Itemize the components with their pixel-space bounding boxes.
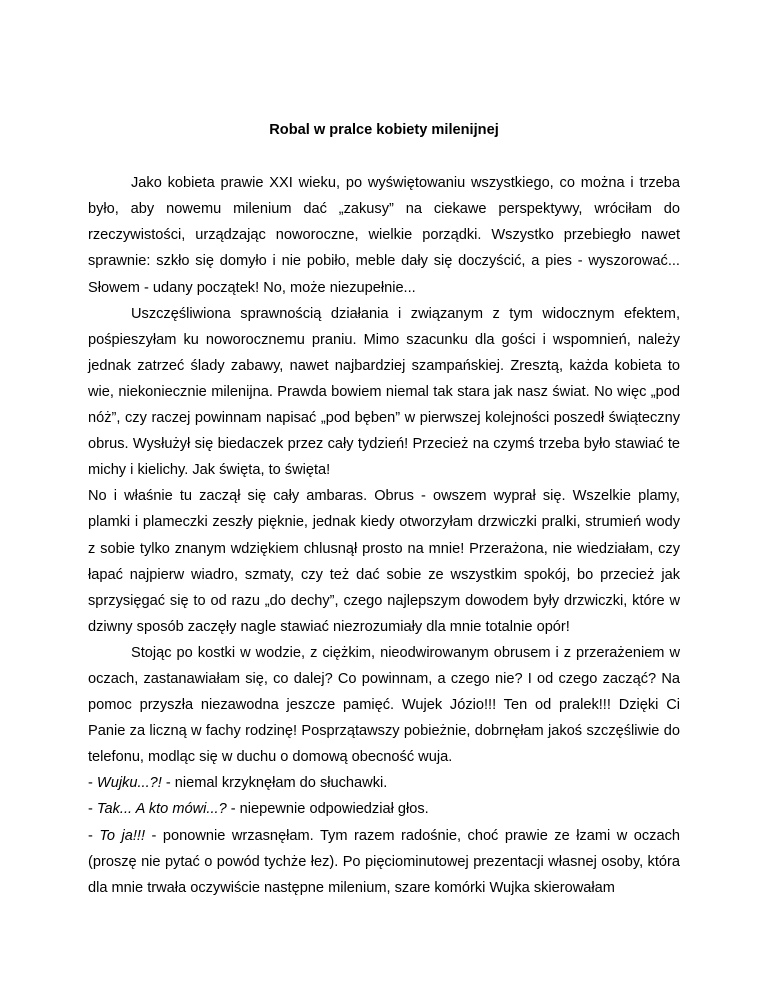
- paragraph-3: No i właśnie tu zaczął się cały ambaras. Obrus - owszem wyprał się. Wszelkie plamy, plamki i plameczki zeszły pięknie, jednak kiedy otworzyłam drzwiczki pralki, strumień wody z sobie tylko znanym wdziękiem chlusnął prosto na mnie! Przerażona, nie wiedziałam, czy łapać najpierw wiadro, szmaty, czy też dać sobie ze wszystkim spokój, bo przecież jak sprzysięgać się to od razu „do dechy”, czego najlepszym dowodem były drzwiczki, które w dziwny sposób zaczęły nagle stawiać niezrozumiały dla mnie totalnie opór!: [88, 488, 680, 635]
- paragraph-2: Uszczęśliwiona sprawnością działania i związanym z tym widocznym efektem, pośpieszyłam ku noworocznemu praniu. Mimo szacunku dla gości i wspomnień, należy jednak zatrzeć ślady zabawy, nawet najbardziej szampańskiej. Zresztą, każda kobieta to wie, niekoniecznie milenijna. Prawda bowiem niemal tak stara jak nasz świat. No więc „pod nóż”, czy raczej powinnam napisać „pod bęben” w pierwszej kolejności poszedł świąteczny obrus. Wysłużył się biedaczek przez cały tydzień! Przecież na czymś trzeba było stawiać te michy i kielichy. Jak święta, to święta!: [88, 305, 680, 479]
- dialogue-narration: - ponownie wrzasnęłam. Tym razem radośnie, choć prawie ze łzami w oczach (proszę nie pytać o powód tychże łez). Po pięciominutowej prezentacji własnej osoby, która dla mnie trwała oczywiście następne milenium, szare komórki Wujka skierowałam: [88, 827, 680, 896]
- dialogue-line-3: [88, 823, 680, 901]
- dialogue-dash: -: [88, 827, 100, 844]
- paragraph-1: Jako kobieta prawie XXI wieku, po wyświętowaniu wszystkiego, co można i trzeba było, aby nowemu milenium dać „zakusy” na ciekawe perspektywy, wróciłam do rzeczywistości, urządzając noworoczne, wielkie porządki. Wszystko przebiegło nawet sprawnie: szkło się domyło i nie pobiło, meble dały się doczyścić, a pies - wyszorować... Słowem - udany początek! No, może niezupełnie...: [88, 175, 680, 296]
- document-title: Robal w pralce kobiety milenijnej: [269, 122, 499, 138]
- dialogue-speech: Tak... A kto mówi...?: [96, 801, 227, 818]
- dialogue-dash: -: [88, 775, 97, 792]
- dialogue-dash: -: [88, 801, 97, 818]
- dialogue-narration: - niepewnie odpowiedział głos.: [226, 801, 429, 818]
- dialogue-line-2: [88, 796, 680, 822]
- dialogue-narration: - niemal krzyknęłam do słuchawki.: [161, 775, 388, 792]
- dialogue-line-1: [88, 770, 680, 796]
- dialogue-speech: Wujku...?!: [96, 775, 162, 792]
- dialogue-speech: To ja!!!: [99, 827, 146, 844]
- paragraph-4: Stojąc po kostki w wodzie, z ciężkim, nieodwirowanym obrusem i z przerażeniem w oczach, zastanawiałam się, co dalej? Co powinnam, a czego nie? I od czego zacząć? Na pomoc przyszła niezawodna jeszcze pamięć. Wujek Józio!!! Ten od pralek!!! Dzięki Ci Panie za liczną w fachy rodzinę! Posprzątawszy pobieżnie, dobrnęłam jakoś szczęśliwie do telefonu, modląc się w duchu o domową obecność wuja.: [88, 644, 680, 766]
